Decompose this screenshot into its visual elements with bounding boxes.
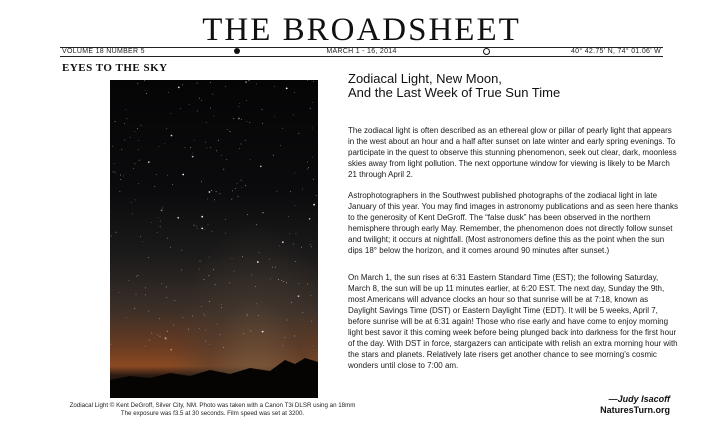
masthead-title: THE BROADSHEET [202,12,521,48]
article-signature [600,394,670,416]
article-title-line-2: And the Last Week of True Sun Time [348,85,561,100]
volume-number: VOLUME 18 NUMBER 5 [62,48,145,55]
open-bullet-icon [483,48,490,55]
photo-caption-line-2: The exposure was f3.5 at 30 seconds. Film speed was set at 3200. [120,410,305,417]
article-paragraph: The zodiacal light is often described as an ethereal glow or pillar of pearly light that appears in the west about an hour and a half after sunset on late winter and early spring evenings. To participate in the quest to observe this stunning phenomenon, seek out clear, dark, moonless skies away from light pollution. The next opportune window for viewing is likely to be March 21 through April 2. [348,126,677,179]
article-title-line-1: Zodiacal Light, New Moon, [348,71,502,86]
issue-date: MARCH 1 - 16, 2014 [326,48,397,55]
zodiacal-light-photo [110,80,318,398]
filled-bullet-icon [234,48,240,54]
author-website: NaturesTurn.org [600,405,670,415]
author-name: —Judy Isacoff [608,394,670,404]
coordinates: 40° 42.75' N, 74° 01.06' W [570,48,661,55]
article-paragraph: Astrophotographers in the Southwest published photographs of the zodiacal light in late January of this year. You may find images in astronomy publications and as seen here thanks to the generosity of Kent DeGroff. The “false dusk” has been observed in the northern hemisphere through early May. Remember, the phenomenon does not directly follow sunset and twilight; it occurs at nightfall. (Most astronomers define this as the point when the sun dips 18° below the horizon, and it comes around 90 minutes after sunset.) [348,191,678,255]
section-heading: EYES TO THE SKY [62,62,168,74]
photo-caption-line-1: Zodiacal Light © Kent DeGroff, Silver City, NM. Photo was taken with a Canon T3i DLSR using an 18mm [69,402,356,409]
photo-caption [60,402,365,418]
article-title [348,72,678,100]
night-sky-image [110,80,318,398]
article-paragraph: On March 1, the sun rises at 6:31 Eastern Standard Time (EST); the following Saturday, March 8, the sun will be up 11 minutes earlier, at 6:20 EST. The next day, Sunday the 9th, most Americans will advance clocks an hour so that sunrise will be at 7:18, known as Daylight Savings Time (DST) or Eastern Daylight Time (EDT). It will be 5 weeks, April 7, before sunrise will be at 6:31 again! Those who rise early and have come to enjoy morning light best savor it this coming week before being plunged back into darkness for the first hour of the day. With DST in force, stargazers can anticipate with relish an extra morning hour with the stars and planets. Relatively late risers get another chance to see morning’s cosmic wonders until close to 7:00 am. [348,273,678,370]
